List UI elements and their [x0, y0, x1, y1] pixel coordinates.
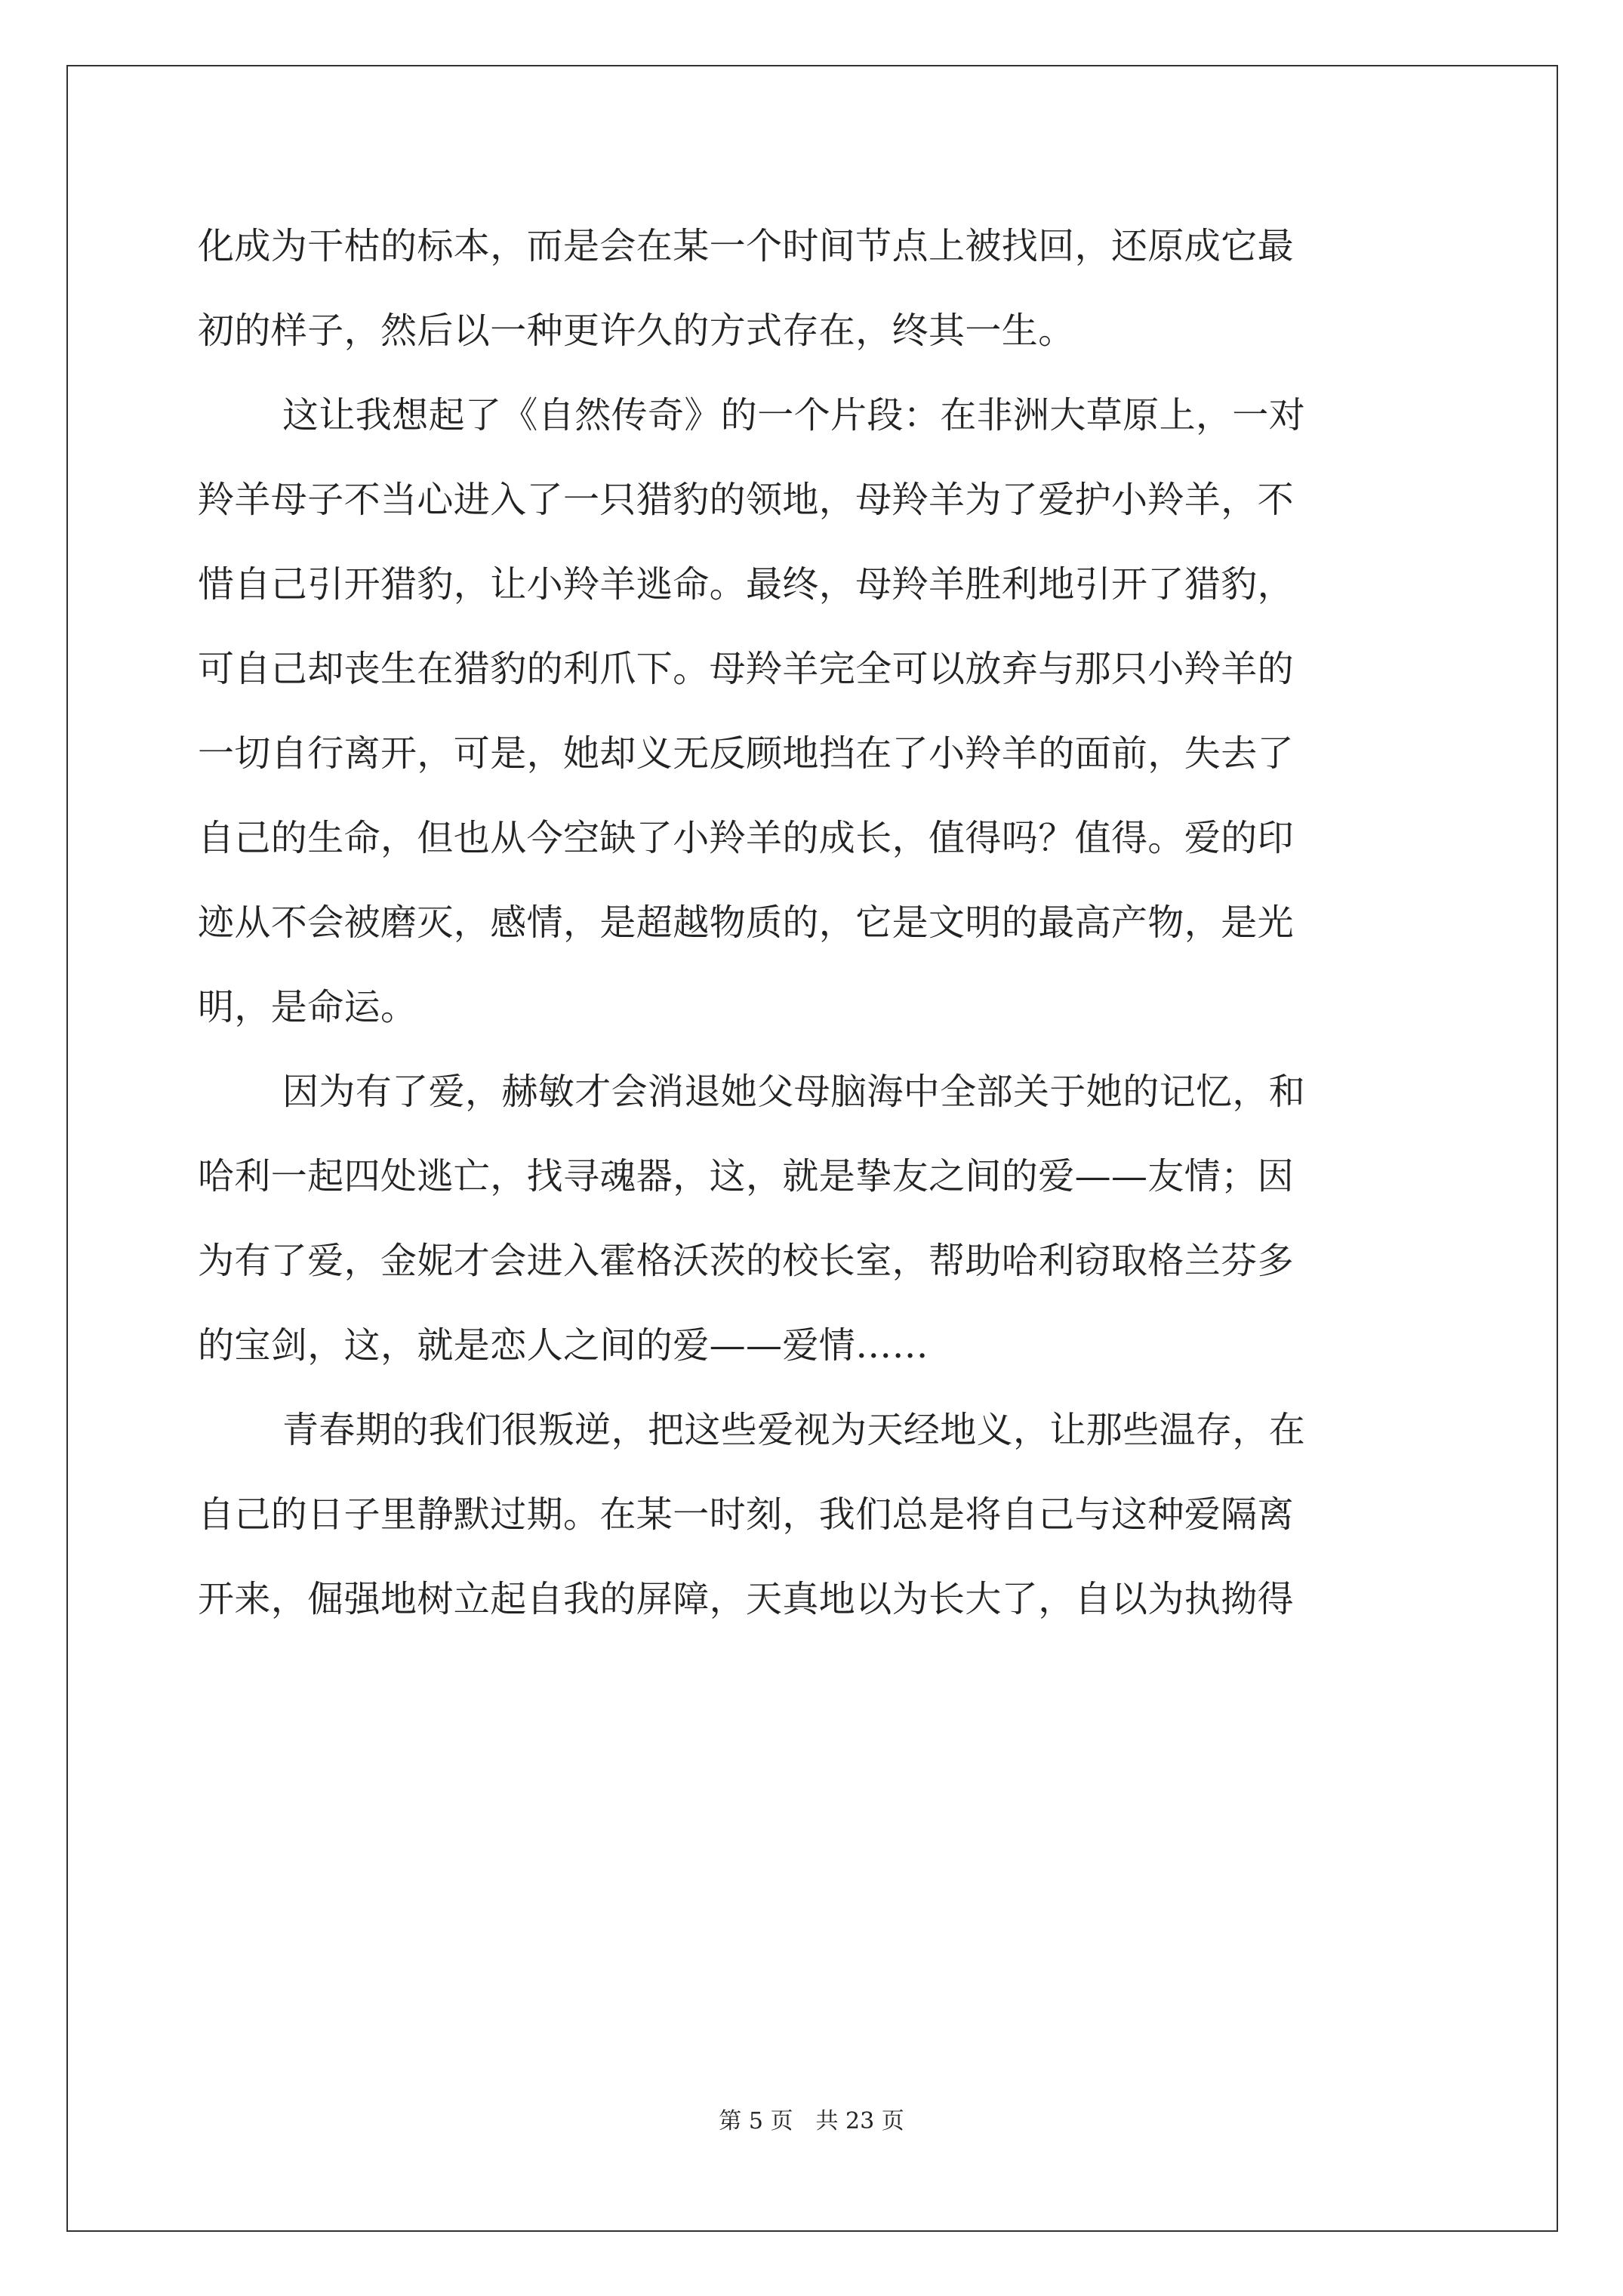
text-line: 的宝剑，这，就是恋人之间的爱——爱情……: [198, 1324, 929, 1367]
text-line: 初的样子，然后以一种更许久的方式存在，终其一生。: [198, 310, 1075, 352]
text-line: 化成为干枯的标本，而是会在某一个时间节点上被找回，还原成它最: [198, 225, 1295, 267]
text-line: 哈利一起四处逃亡，找寻魂器，这，就是挚友之间的爱——友情；因: [198, 1155, 1295, 1197]
paragraph-start-line: 这让我想起了《自然传奇》的一个片段：在非洲大草原上，一对: [282, 394, 1306, 436]
page-number-footer: 第 5 页 共 23 页: [719, 2108, 904, 2134]
document-body: [198, 204, 1436, 1641]
text-line: 一切自行离开，可是，她却义无反顾地挡在了小羚羊的面前，失去了: [198, 732, 1295, 775]
text-line: 羚羊母子不当心进入了一只猎豹的领地，母羚羊为了爱护小羚羊，不: [198, 479, 1295, 521]
text-line: 为有了爱，金妮才会进入霍格沃茨的校长室，帮助哈利窃取格兰芬多: [198, 1240, 1295, 1282]
paragraph-start-line: 青春期的我们很叛逆，把这些爱视为天经地义，让那些温存，在: [282, 1409, 1306, 1451]
text-line: 自己的日子里静默过期。在某一时刻，我们总是将自己与这种爱隔离: [198, 1493, 1295, 1536]
text-line: 可自己却丧生在猎豹的利爪下。母羚羊完全可以放弃与那只小羚羊的: [198, 648, 1295, 690]
text-line: 明，是命运。: [198, 986, 417, 1028]
text-line: 开来，倔强地树立起自我的屏障，天真地以为长大了，自以为执拗得: [198, 1578, 1295, 1620]
paragraph-start-line: 因为有了爱，赫敏才会消退她父母脑海中全部关于她的记忆，和: [282, 1071, 1306, 1113]
text-line: 自己的生命，但也从今空缺了小羚羊的成长，值得吗？值得。爱的印: [198, 817, 1295, 859]
text-line: 迹从不会被磨灭，感情，是超越物质的，它是文明的最高产物，是光: [198, 901, 1295, 944]
text-line: 惜自己引开猎豹，让小羚羊逃命。最终，母羚羊胜利地引开了猎豹，: [198, 563, 1295, 606]
